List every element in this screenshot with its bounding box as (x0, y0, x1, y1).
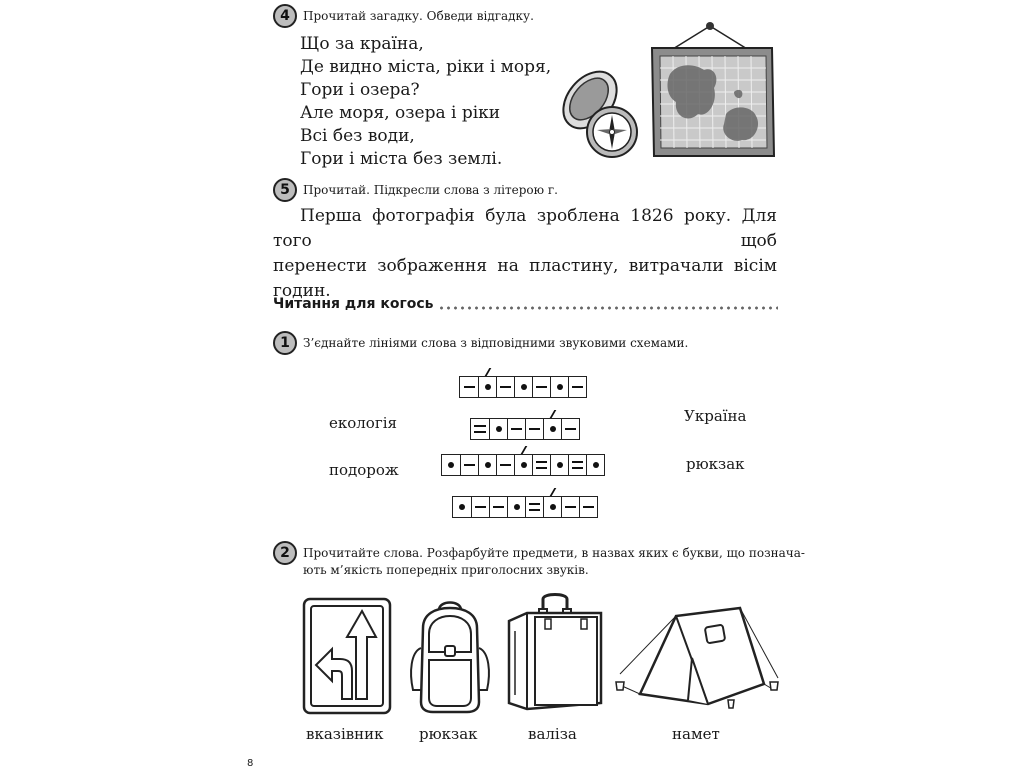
suitcase-icon[interactable] (505, 591, 605, 715)
road-sign-icon[interactable] (302, 597, 392, 715)
scheme-cell-dot-stressed (543, 419, 561, 439)
scheme-cell-dash (579, 497, 597, 517)
word-ukraina[interactable]: Україна (684, 407, 747, 425)
scheme-cell-dot (489, 419, 507, 439)
dotted-divider (438, 306, 778, 310)
scheme-cell-eq (568, 455, 586, 475)
exercise2-instruction: Прочитайте слова. Розфарбуйте предмети, в назвах яких є букви, що познача- (303, 546, 805, 560)
sound-scheme[interactable] (441, 454, 605, 476)
task-number-badge: 4 (273, 4, 297, 28)
scheme-cell-dot (442, 455, 460, 475)
scheme-cell-dot (507, 497, 525, 517)
item-label-riukzak: рюкзак (419, 725, 478, 743)
scheme-cell-dot-stressed (514, 455, 532, 475)
word-riukzak[interactable]: рюкзак (686, 455, 745, 473)
tent-icon[interactable] (612, 602, 782, 714)
scheme-cell-dot-stressed (543, 497, 561, 517)
item-label-valiza: валіза (528, 725, 577, 743)
task4-instruction: Прочитай загадку. Обведи відгадку. (303, 9, 534, 23)
scheme-cell-dash (460, 377, 478, 397)
scheme-cell-eq (525, 497, 543, 517)
riddle-line: Але моря, озера і ріки (300, 103, 501, 123)
section-title: Читання для когось (273, 296, 434, 312)
scheme-cell-dot-stressed (478, 377, 496, 397)
riddle-line: Всі без води, (300, 126, 415, 146)
scheme-cell-dot (550, 377, 568, 397)
stress-mark (550, 410, 557, 418)
riddle-line: Де видно міста, ріки і моря, (300, 57, 552, 77)
paragraph-line: Перша фотографія була зроблена 1826 року. Для того щоб (273, 206, 777, 251)
exercise1-instruction: З’єднайте лініями слова з відповідними звуковими схемами. (303, 336, 689, 350)
sound-scheme[interactable] (470, 418, 580, 440)
scheme-cell-dash (507, 419, 525, 439)
scheme-cell-dash (496, 377, 514, 397)
exercise-number-badge: 2 (273, 541, 297, 565)
sound-scheme[interactable] (452, 496, 598, 518)
task5-instruction: Прочитай. Підкресли слова з літерою г. (303, 183, 558, 197)
scheme-cell-dash (568, 377, 586, 397)
scheme-cell-dash (471, 497, 489, 517)
scheme-cell-dot (550, 455, 568, 475)
scheme-cell-dot (453, 497, 471, 517)
scheme-cell-dot (478, 455, 496, 475)
scheme-cell-dash (460, 455, 478, 475)
exercise-number-badge: 1 (273, 331, 297, 355)
item-label-namet: намет (672, 725, 720, 743)
scheme-cell-eq (532, 455, 550, 475)
scheme-cell-dash (496, 455, 514, 475)
stress-mark (550, 488, 557, 496)
scheme-cell-dot (586, 455, 604, 475)
riddle-line: Гори і міста без землі. (300, 149, 503, 169)
task5-paragraph (273, 204, 777, 304)
scheme-cell-dash (532, 377, 550, 397)
exercise2-instruction: ють м’якість попередніх приголосних звуків. (303, 563, 589, 577)
word-podorozh[interactable]: подорож (329, 461, 399, 479)
map-icon[interactable] (648, 18, 780, 160)
stress-mark (521, 446, 528, 454)
scheme-cell-dot (514, 377, 532, 397)
backpack-icon[interactable] (405, 598, 495, 716)
riddle-line: Що за країна, (300, 34, 424, 54)
riddle-line: Гори і озера? (300, 80, 420, 100)
paragraph-line: перенести зображення на пластину, витрачали вісім годин. (273, 256, 777, 301)
scheme-cell-dash (561, 419, 579, 439)
scheme-cell-eq (471, 419, 489, 439)
stress-mark (485, 368, 492, 376)
riddle-poem (300, 33, 551, 171)
scheme-cell-dash (561, 497, 579, 517)
scheme-cell-dash (489, 497, 507, 517)
scheme-cell-dash (525, 419, 543, 439)
item-label-vkazivnyk: вказівник (306, 725, 384, 743)
task-number-badge: 5 (273, 178, 297, 202)
sound-scheme[interactable] (459, 376, 587, 398)
word-ekolohiia[interactable]: екологія (329, 414, 397, 432)
compass-icon[interactable] (562, 62, 646, 162)
page-number: 8 (247, 758, 254, 769)
